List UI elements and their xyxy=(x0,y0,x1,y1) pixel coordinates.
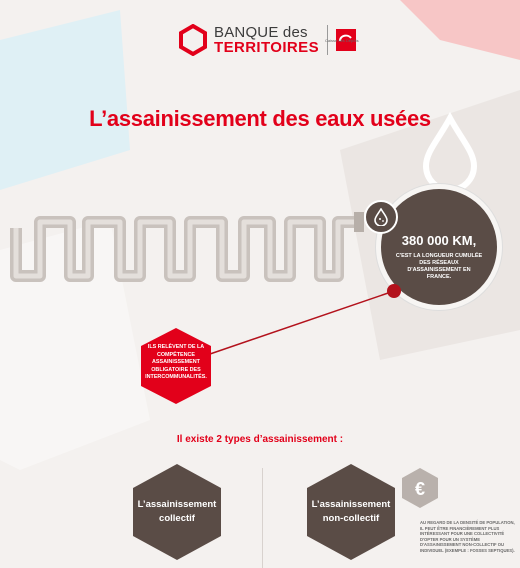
type-collective-label: L’assainissement collectif xyxy=(137,499,217,524)
euro-icon xyxy=(398,466,442,510)
water-drop-icon xyxy=(364,200,398,234)
type-non-collective-label: L’assainissement non-collectif xyxy=(311,499,391,524)
brand-name-bottom: TERRITOIRES xyxy=(214,39,319,56)
page-title: L’assainissement des eaux usées xyxy=(89,106,431,131)
non-collective-note: AU REGARD DE LA DENSITÉ DE POPULATION, IL PEUT ÊTRE FINANCIÈREMENT PLUS INTÉRESSANT POUR UNE COLLECTIVITÉ D'OPTER POUR UN SYSTÈME D'ASSAINISSEMENT NON-COLLECTIF OU INDIVIDUEL (EXEMPLE : FOSSES SEPTIQUES). xyxy=(420,520,515,553)
stat-description: C'EST LA LONGUEUR CUMULÉE DES RÉSEAUX D'ASSAINISSEMENT EN FRANCE. xyxy=(395,253,483,280)
svg-text:€: € xyxy=(414,479,426,499)
blue-hex-decor xyxy=(0,10,130,190)
partner-name: Caisse des Dépôts xyxy=(325,38,359,43)
pink-hex-decor xyxy=(400,0,520,60)
types-title: Il existe 2 types d’assainissement : xyxy=(176,434,344,445)
connector-dot xyxy=(387,284,401,298)
stat-value: 380 000 KM, xyxy=(401,233,477,248)
hexagon-logo-icon xyxy=(178,24,208,56)
types-divider xyxy=(262,468,263,568)
brand-name-top: BANQUE des xyxy=(214,24,308,41)
connector-line xyxy=(210,291,394,354)
pipe-network xyxy=(16,222,358,276)
competence-text: ILS RELÈVENT DE LA COMPÉTENCE ASSAINISSEMENT OBLIGATOIRE DES INTERCOMMUNALITÉS. xyxy=(145,344,207,380)
pipe-end-cap xyxy=(354,212,364,232)
